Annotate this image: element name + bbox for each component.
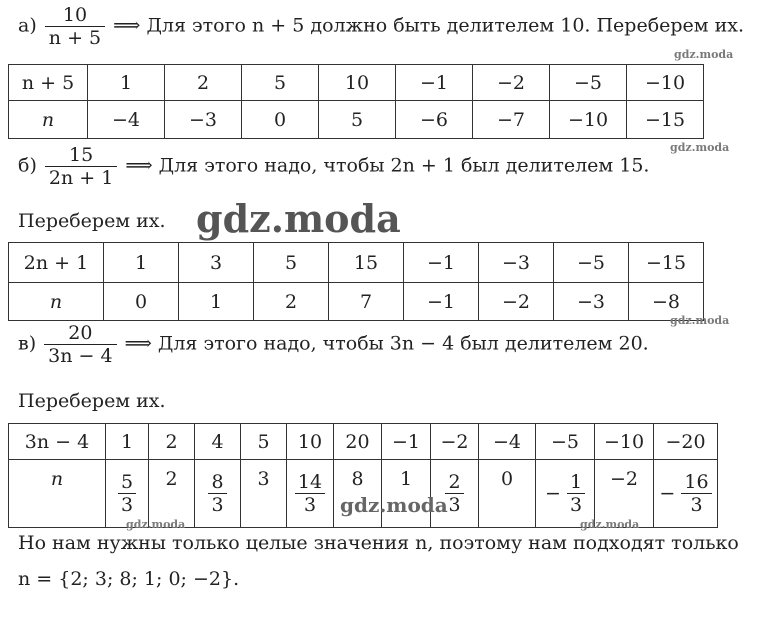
table-b-cell: 3 [179,243,254,283]
table-a-cell: −10 [627,65,704,101]
table-v-cell: −4 [479,424,536,460]
table-a-row-1 [9,65,704,101]
table-a-cell: 10 [319,65,396,101]
table-a-cell: −15 [627,101,704,139]
table-v-cell [287,460,334,528]
part-v-text2: Переберем их. [18,390,166,412]
table-v-cell: 3 [241,460,287,528]
table-b-cell: 1 [104,243,179,283]
part-b-text: ⟹ Для этого надо, чтобы 2n + 1 был делителем 15. [125,154,650,177]
table-b-cell: −3 [554,283,629,321]
table-a-cell: −6 [396,101,473,139]
table-a-cell: −1 [396,65,473,101]
table-b-cell: −1 [404,243,479,283]
conclusion-line-1: Но нам нужны только целые значения n, поэтому нам подходят только [18,532,739,554]
part-v-frac-num: 20 [68,322,93,344]
table-a-cell: −5 [550,65,627,101]
part-v-frac-den: 3n − 4 [44,344,116,367]
table-a-cell: −2 [473,65,550,101]
table-b-row-1 [9,243,704,283]
part-b-line [18,144,649,189]
table-v-cell: −5 [536,424,595,460]
table-v-cell: 8 [334,460,382,528]
table-v-cell: 1 [382,460,431,528]
minus-sign: − [659,482,676,505]
part-a-frac-den: n + 5 [45,26,105,49]
fraction-minus-1-3: $\frac{1}{3}$ [567,471,585,516]
part-v-fraction [44,322,116,367]
table-v-cell [654,460,718,528]
conclusion-line-2: n = {2; 3; 8; 1; 0; −2}. [18,568,240,590]
table-b-cell: −5 [554,243,629,283]
table-a-cell: 5 [242,65,319,101]
table-v-cell: −1 [382,424,431,460]
table-v-cell [195,460,241,528]
table-v-cell: −2 [595,460,654,528]
table-v-cell: 4 [195,424,241,460]
table-b-cell: 2n + 1 [9,243,104,283]
table-a-cell: 2 [165,65,242,101]
table-v-cell: 20 [334,424,382,460]
part-a-fraction [45,4,105,49]
table-b-cell: 1 [179,283,254,321]
table-a-cell: 1 [88,65,165,101]
fraction-5-3: $\frac{5}{3}$ [118,471,136,516]
table-v-cell: 5 [241,424,287,460]
table-b-cell: 5 [254,243,329,283]
table-b-cell: −1 [404,283,479,321]
table-a-row-2 [9,101,704,139]
part-b-label: б) [18,154,37,177]
part-b-frac-num: 15 [69,144,94,166]
fraction-minus-16-3: $\frac{16}{3}$ [681,471,711,516]
watermark-small: gdz.moda [670,141,730,154]
table-a-cell: −10 [550,101,627,139]
table-b-cell: −3 [479,243,554,283]
table-v-cell: 0 [479,460,536,528]
table-b-row-2 [9,283,704,321]
watermark-small: gdz.moda [670,314,730,327]
watermark-small: gdz.moda [126,518,186,531]
table-b-cell: n [9,283,104,321]
table-v-cell: 2 [149,460,195,528]
table-a-cell: −3 [165,101,242,139]
watermark-small: gdz.moda [674,48,734,61]
minus-sign: − [544,482,561,505]
table-b-cell: −15 [629,243,704,283]
table-a-cell: −4 [88,101,165,139]
part-a-frac-num: 10 [62,4,88,26]
watermark-large: gdz.moda [196,196,401,241]
table-a-cell: 0 [242,101,319,139]
table-b-cell: −2 [479,283,554,321]
part-v-text: ⟹ Для этого надо, чтобы 3n − 4 был делителем 20. [124,332,649,355]
part-a-text: ⟹ Для этого n + 5 должно быть делителем 10. Переберем их. [113,14,745,37]
table-b-cell: 7 [329,283,404,321]
table-a [8,64,704,139]
table-v-cell: −10 [595,424,654,460]
part-a-line [18,4,744,49]
table-b [8,242,704,321]
table-b-cell: 0 [104,283,179,321]
table-v-cell: 1 [106,424,149,460]
part-b-fraction [45,144,117,189]
table-v-cell: n [9,460,106,528]
part-b-frac-den: 2n + 1 [45,166,117,189]
table-a-cell: n [9,101,88,139]
table-v-cell: 3n − 4 [9,424,106,460]
fraction-2-3: $\frac{2}{3}$ [445,471,463,516]
table-a-cell: n + 5 [9,65,88,101]
table-b-cell: 2 [254,283,329,321]
table-a-cell: 5 [319,101,396,139]
watermark-medium: gdz.moda [340,493,448,517]
table-v-cell: −20 [654,424,718,460]
part-v-label: в) [18,332,37,355]
table-v-cell: 10 [287,424,334,460]
fraction-8-3: $\frac{8}{3}$ [208,471,226,516]
part-v-line [18,322,649,367]
table-v-cell: −2 [431,424,479,460]
part-a-label: а) [18,14,37,37]
part-b-text2: Переберем их. [18,210,166,232]
table-v-cell: 2 [149,424,195,460]
fraction-14-3: $\frac{14}{3}$ [295,471,325,516]
table-v-row-1 [9,424,718,460]
table-b-cell: −8 [629,283,704,321]
watermark-small: gdz.moda [580,518,640,531]
table-a-cell: −7 [473,101,550,139]
table-b-cell: 15 [329,243,404,283]
